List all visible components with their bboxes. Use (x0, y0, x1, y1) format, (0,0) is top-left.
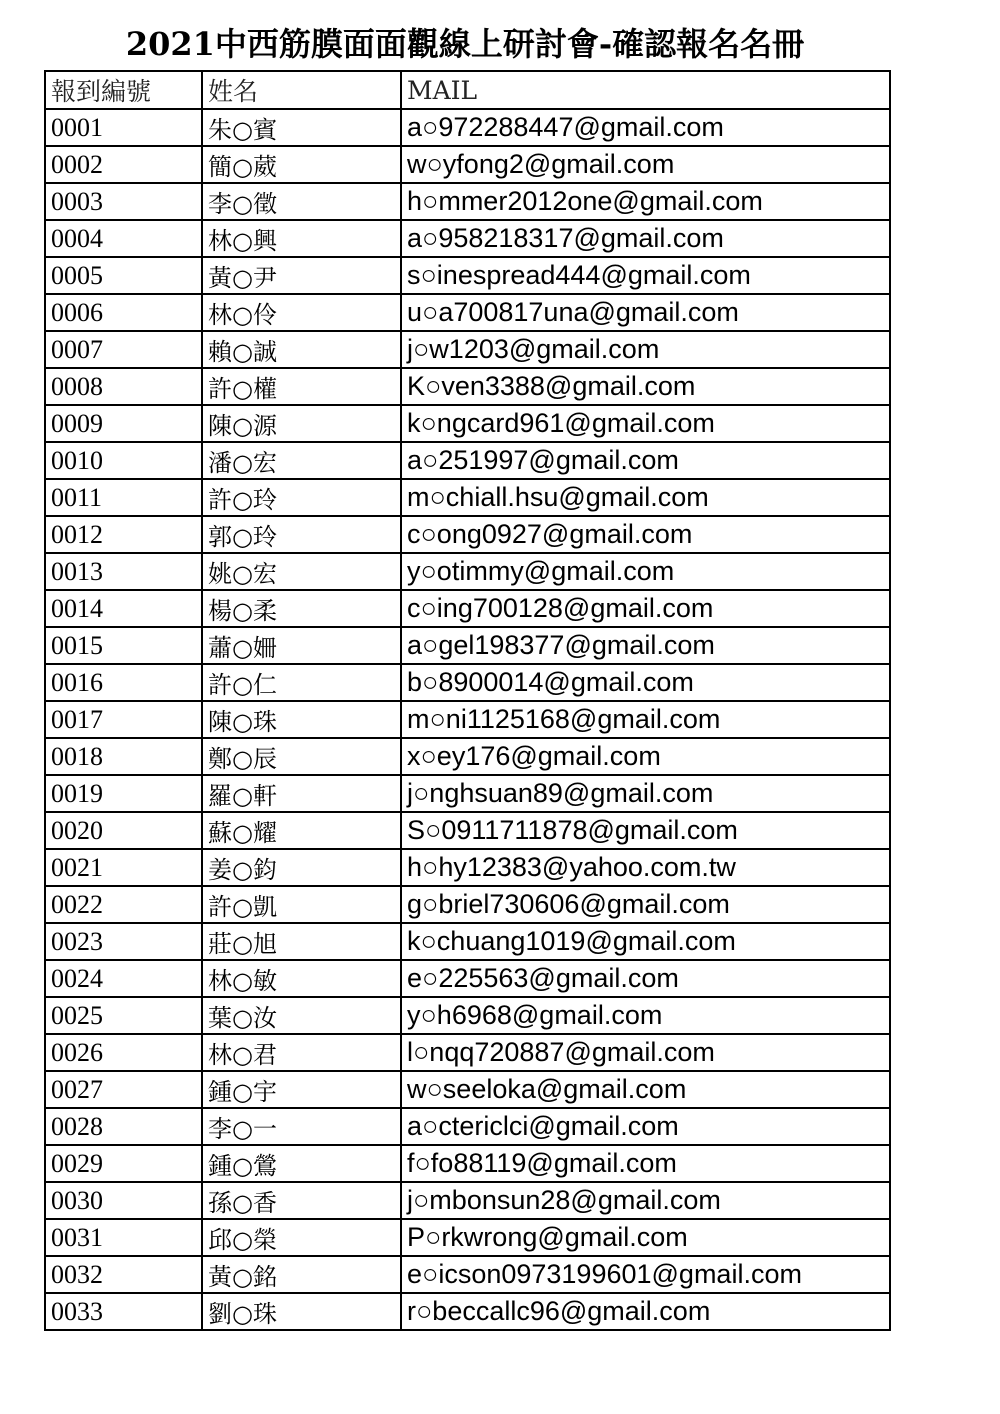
name-cell: 郭○玲 (202, 516, 401, 553)
column-header-number: 報到編號 (45, 71, 202, 109)
table-row (45, 109, 890, 146)
table-row (45, 1034, 890, 1071)
email-cell: w○yfong2@gmail.com (401, 146, 890, 183)
table-row (45, 553, 890, 590)
name-cell: 邱○榮 (202, 1219, 401, 1256)
registration-number-cell: 0004 (45, 220, 202, 257)
email-cell: e○icson0973199601@gmail.com (401, 1256, 890, 1293)
name-cell: 林○君 (202, 1034, 401, 1071)
registration-number-cell: 0023 (45, 923, 202, 960)
registration-number-cell: 0022 (45, 886, 202, 923)
name-cell: 陳○珠 (202, 701, 401, 738)
table-row (45, 701, 890, 738)
table-row (45, 146, 890, 183)
email-cell: P○rkwrong@gmail.com (401, 1219, 890, 1256)
registration-number-cell: 0001 (45, 109, 202, 146)
table-row (45, 1071, 890, 1108)
name-cell: 李○徵 (202, 183, 401, 220)
registration-number-cell: 0006 (45, 294, 202, 331)
table-row (45, 442, 890, 479)
table-row (45, 1256, 890, 1293)
name-cell: 鍾○鶯 (202, 1145, 401, 1182)
table-row (45, 812, 890, 849)
name-cell: 陳○源 (202, 405, 401, 442)
name-cell: 莊○旭 (202, 923, 401, 960)
email-cell: l○nqq720887@gmail.com (401, 1034, 890, 1071)
table-row (45, 997, 890, 1034)
email-cell: x○ey176@gmail.com (401, 738, 890, 775)
table-row (45, 923, 890, 960)
name-cell: 劉○珠 (202, 1293, 401, 1330)
email-cell: w○seeloka@gmail.com (401, 1071, 890, 1108)
email-cell: a○251997@gmail.com (401, 442, 890, 479)
email-cell: a○958218317@gmail.com (401, 220, 890, 257)
name-cell: 姚○宏 (202, 553, 401, 590)
email-cell: K○ven3388@gmail.com (401, 368, 890, 405)
email-cell: u○a700817una@gmail.com (401, 294, 890, 331)
name-cell: 許○凱 (202, 886, 401, 923)
name-cell: 許○權 (202, 368, 401, 405)
registration-number-cell: 0019 (45, 775, 202, 812)
name-cell: 林○敏 (202, 960, 401, 997)
email-cell: f○fo88119@gmail.com (401, 1145, 890, 1182)
registration-number-cell: 0013 (45, 553, 202, 590)
registration-number-cell: 0032 (45, 1256, 202, 1293)
table-row (45, 1293, 890, 1330)
registration-number-cell: 0014 (45, 590, 202, 627)
column-header-name: 姓名 (202, 71, 401, 109)
table-row (45, 1219, 890, 1256)
registration-number-cell: 0028 (45, 1108, 202, 1145)
email-cell: m○ni1125168@gmail.com (401, 701, 890, 738)
email-cell: j○w1203@gmail.com (401, 331, 890, 368)
table-row (45, 331, 890, 368)
registration-number-cell: 0012 (45, 516, 202, 553)
table-body (45, 109, 890, 1330)
email-cell: h○hy12383@yahoo.com.tw (401, 849, 890, 886)
table-row (45, 1182, 890, 1219)
name-cell: 簡○葳 (202, 146, 401, 183)
table-row (45, 405, 890, 442)
email-cell: a○ctericlci@gmail.com (401, 1108, 890, 1145)
name-cell: 朱○賓 (202, 109, 401, 146)
table-row (45, 738, 890, 775)
registration-number-cell: 0016 (45, 664, 202, 701)
email-cell: j○nghsuan89@gmail.com (401, 775, 890, 812)
email-cell: m○chiall.hsu@gmail.com (401, 479, 890, 516)
registration-number-cell: 0025 (45, 997, 202, 1034)
email-cell: e○225563@gmail.com (401, 960, 890, 997)
email-cell: y○h6968@gmail.com (401, 997, 890, 1034)
name-cell: 林○興 (202, 220, 401, 257)
email-cell: y○otimmy@gmail.com (401, 553, 890, 590)
table-row (45, 220, 890, 257)
table-row (45, 664, 890, 701)
email-cell: j○mbonsun28@gmail.com (401, 1182, 890, 1219)
table-row (45, 368, 890, 405)
table-row (45, 479, 890, 516)
email-cell: S○0911711878@gmail.com (401, 812, 890, 849)
email-cell: s○inespread444@gmail.com (401, 257, 890, 294)
email-cell: k○ngcard961@gmail.com (401, 405, 890, 442)
table-row (45, 627, 890, 664)
column-header-mail: MAIL (401, 71, 890, 109)
name-cell: 鄭○辰 (202, 738, 401, 775)
table-row (45, 516, 890, 553)
table-row (45, 960, 890, 997)
name-cell: 鍾○宇 (202, 1071, 401, 1108)
registration-number-cell: 0021 (45, 849, 202, 886)
name-cell: 楊○柔 (202, 590, 401, 627)
registration-number-cell: 0010 (45, 442, 202, 479)
registration-number-cell: 0027 (45, 1071, 202, 1108)
registration-table (44, 70, 891, 1331)
registration-number-cell: 0020 (45, 812, 202, 849)
registration-number-cell: 0005 (45, 257, 202, 294)
table-row (45, 886, 890, 923)
registration-number-cell: 0003 (45, 183, 202, 220)
table-row (45, 183, 890, 220)
email-cell: a○gel198377@gmail.com (401, 627, 890, 664)
registration-number-cell: 0030 (45, 1182, 202, 1219)
registration-number-cell: 0015 (45, 627, 202, 664)
email-cell: h○mmer2012one@gmail.com (401, 183, 890, 220)
name-cell: 黃○尹 (202, 257, 401, 294)
email-cell: b○8900014@gmail.com (401, 664, 890, 701)
table-row (45, 1145, 890, 1182)
name-cell: 葉○汝 (202, 997, 401, 1034)
email-cell: k○chuang1019@gmail.com (401, 923, 890, 960)
email-cell: c○ing700128@gmail.com (401, 590, 890, 627)
table-row (45, 775, 890, 812)
page-title: 2021中西筋膜面面觀線上研討會-確認報名名冊 (125, 25, 805, 63)
name-cell: 林○伶 (202, 294, 401, 331)
name-cell: 姜○鈞 (202, 849, 401, 886)
registration-number-cell: 0008 (45, 368, 202, 405)
table-row (45, 1108, 890, 1145)
table-header-row (45, 71, 890, 109)
name-cell: 蘇○耀 (202, 812, 401, 849)
name-cell: 潘○宏 (202, 442, 401, 479)
registration-number-cell: 0018 (45, 738, 202, 775)
email-cell: c○ong0927@gmail.com (401, 516, 890, 553)
email-cell: r○beccallc96@gmail.com (401, 1293, 890, 1330)
email-cell: g○briel730606@gmail.com (401, 886, 890, 923)
registration-number-cell: 0011 (45, 479, 202, 516)
table-row (45, 294, 890, 331)
name-cell: 許○玲 (202, 479, 401, 516)
name-cell: 賴○誠 (202, 331, 401, 368)
registration-number-cell: 0029 (45, 1145, 202, 1182)
name-cell: 羅○軒 (202, 775, 401, 812)
registration-number-cell: 0007 (45, 331, 202, 368)
registration-number-cell: 0024 (45, 960, 202, 997)
table-row (45, 590, 890, 627)
name-cell: 蕭○姍 (202, 627, 401, 664)
registration-number-cell: 0009 (45, 405, 202, 442)
name-cell: 黃○銘 (202, 1256, 401, 1293)
table-row (45, 849, 890, 886)
table-row (45, 257, 890, 294)
name-cell: 李○一 (202, 1108, 401, 1145)
registration-number-cell: 0017 (45, 701, 202, 738)
name-cell: 孫○香 (202, 1182, 401, 1219)
email-cell: a○972288447@gmail.com (401, 109, 890, 146)
registration-number-cell: 0031 (45, 1219, 202, 1256)
registration-number-cell: 0033 (45, 1293, 202, 1330)
registration-number-cell: 0002 (45, 146, 202, 183)
name-cell: 許○仁 (202, 664, 401, 701)
registration-number-cell: 0026 (45, 1034, 202, 1071)
